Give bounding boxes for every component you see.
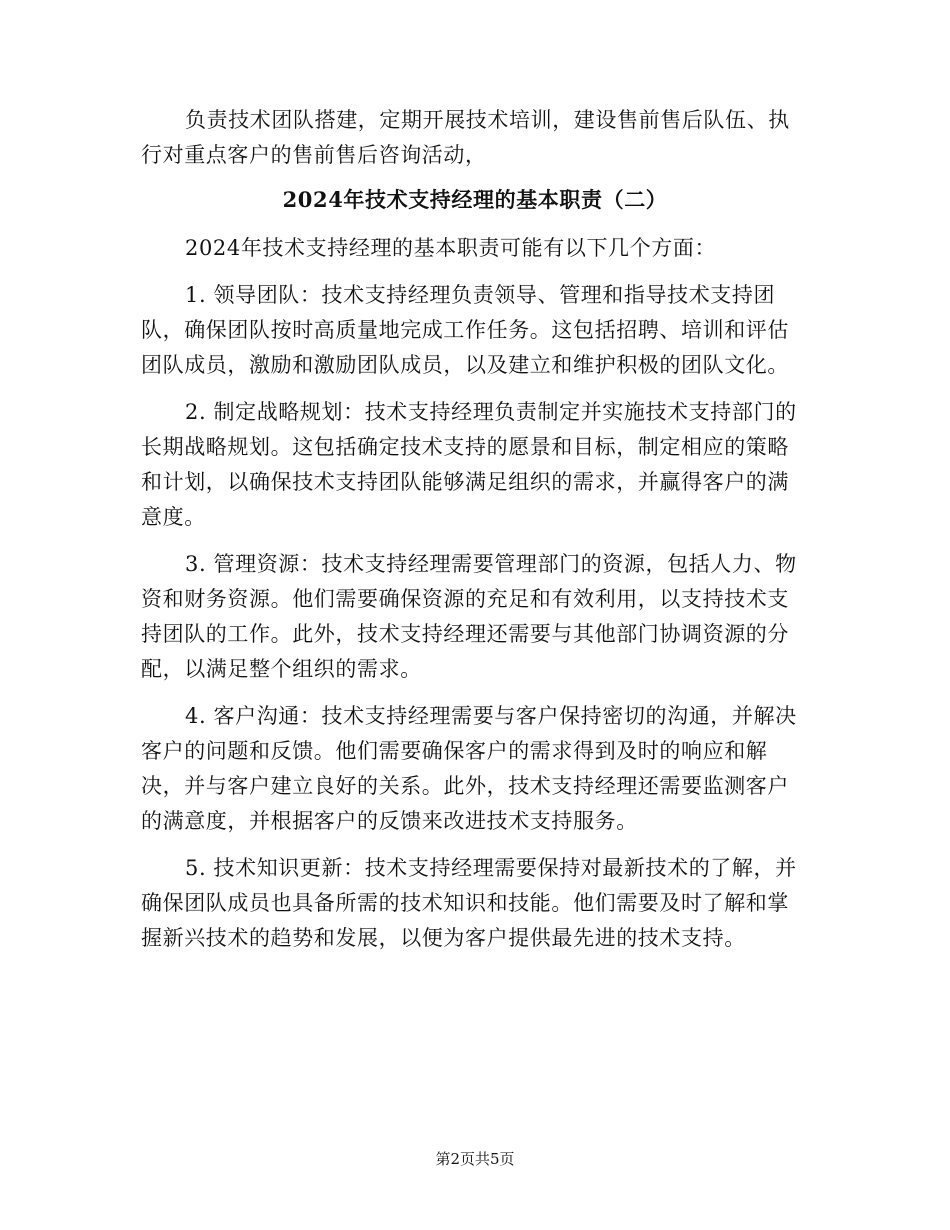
list-item-leadership: 1. 领导团队：技术支持经理负责领导、管理和指导技术支持团队，确保团队按时高质量地完成工作任务。这包括招聘、培训和评估团队成员，激励和激励团队成员，以及建立和维护积极的团队文化。 bbox=[141, 283, 789, 377]
list-item-resources: 3. 管理资源：技术支持经理需要管理部门的资源，包括人力、物资和财务资源。他们需要确保资源的充足和有效利用，以支持技术支持团队的工作。此外，技术支持经理还需要与其他部门协调资源的分配，以满足整个组织的需求。 bbox=[141, 552, 797, 681]
list-item-customer-communication: 4. 客户沟通：技术支持经理需要与客户保持密切的沟通，并解决客户的问题和反馈。他们需要确保客户的需求得到及时的响应和解决，并与客户建立良好的关系。此外，技术支持经理还需要监测客户的满意度，并根据客户的反馈来改进技术支持服务。 bbox=[141, 704, 797, 833]
list-item-tech-update: 5. 技术知识更新：技术支持经理需要保持对最新技术的了解，并确保团队成员也具备所需的技术知识和技能。他们需要及时了解和掌握新兴技术的趋势和发展，以便为客户提供最先进的技术支持。 bbox=[141, 856, 797, 950]
lead-paragraph: 2024年技术支持经理的基本职责可能有以下几个方面： bbox=[185, 236, 717, 260]
section-heading: 2024年技术支持经理的基本职责（二） bbox=[282, 187, 668, 212]
document-body bbox=[141, 103, 809, 956]
page-number: 第2页共5页 bbox=[435, 1150, 515, 1168]
intro-paragraph: 负责技术团队搭建，定期开展技术培训，建设售前售后队伍、执行对重点客户的售前售后咨询活动， bbox=[141, 108, 790, 167]
list-item-strategy: 2. 制定战略规划：技术支持经理负责制定并实施技术支持部门的长期战略规划。这包括确定技术支持的愿景和目标，制定相应的策略和计划，以确保技术支持团队能够满足组织的需求，并赢得客户的满意度。 bbox=[141, 400, 797, 529]
